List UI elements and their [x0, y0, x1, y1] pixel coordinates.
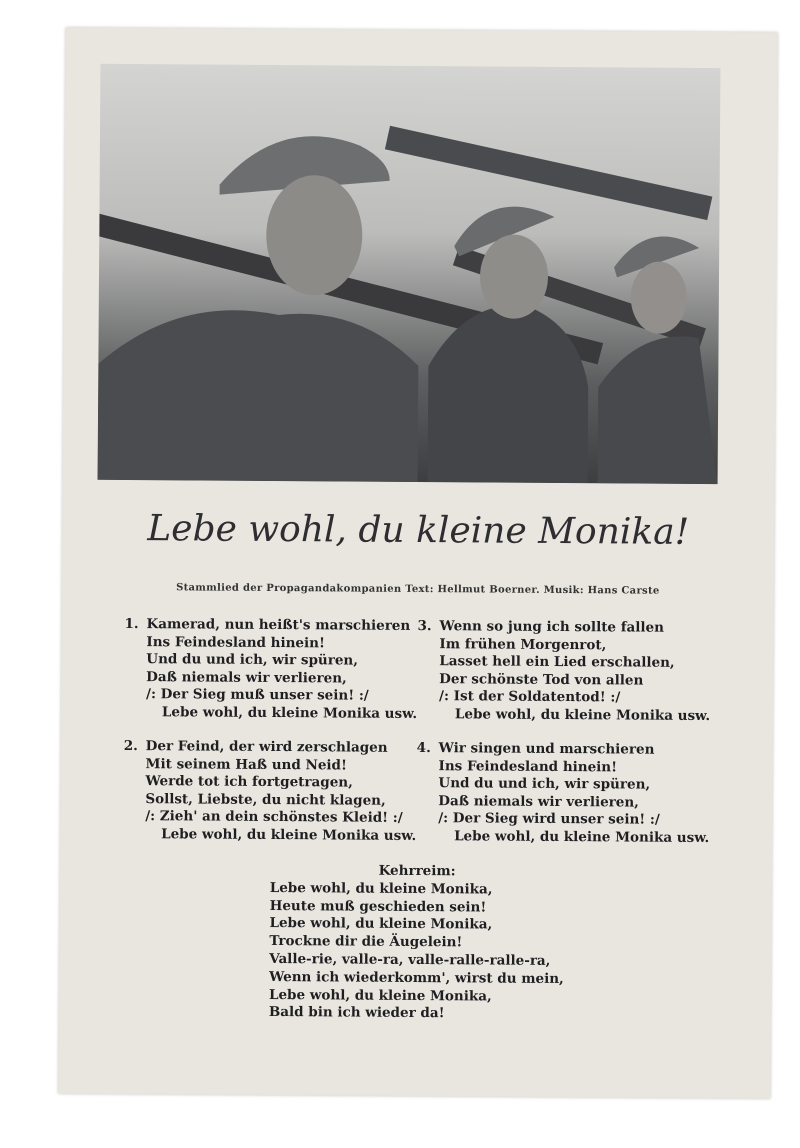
- verse-number: 4.: [416, 739, 431, 757]
- song-title: Lebe wohl, du kleine Monika!: [147, 508, 690, 553]
- verse-number: 1.: [124, 615, 139, 633]
- verse-line: /: Der Sieg wird unser sein! :/: [438, 810, 660, 828]
- verse-1: [124, 615, 418, 723]
- verse-line: Lebe wohl, du kleine Monika usw.: [161, 703, 418, 722]
- chorus-heading: Kehrreim:: [378, 862, 456, 880]
- chorus-line: Wenn ich wiederkomm', wirst du mein,: [269, 968, 564, 987]
- verse-line: Der Feind, der wird zerschlagen: [145, 738, 388, 756]
- postcard: [58, 28, 777, 1099]
- chorus: [269, 862, 565, 1024]
- chorus-line: Lebe wohl, du kleine Monika,: [269, 915, 493, 933]
- verse-line: /: Zieh' an dein schönstes Kleid! :/: [145, 808, 403, 826]
- verse-line: Mit seinem Haß und Neid!: [145, 755, 348, 774]
- verse-line: /: Der Sieg muß unser sein! :/: [146, 686, 369, 704]
- chorus-line: Bald bin ich wieder da!: [268, 1004, 445, 1022]
- chorus-line: Lebe wohl, du kleine Monika,: [269, 879, 493, 898]
- verse-line: Sollst, Liebste, du nicht klagen,: [145, 790, 386, 809]
- verse-4: [416, 739, 710, 847]
- verse-line: Daß niemals wir verlieren,: [438, 792, 639, 811]
- verse-line: Und du und ich, wir spüren,: [146, 651, 359, 669]
- verse-line: Kamerad, nun heißt's marschieren: [146, 616, 411, 634]
- verse-line: Lebe wohl, du kleine Monika usw.: [454, 705, 711, 724]
- verse-line: Der schönste Tod von allen: [439, 670, 644, 689]
- verse-number: 3.: [417, 617, 432, 635]
- verse-3: [417, 617, 711, 725]
- verse-line: Lebe wohl, du kleine Monika usw.: [161, 825, 417, 844]
- verse-line: Lebe wohl, du kleine Monika usw.: [454, 827, 710, 846]
- verse-line: Ins Feindesland hinein!: [438, 757, 618, 775]
- verse-number: 2.: [123, 737, 138, 755]
- chorus-line: Trockne dir die Äugelein!: [269, 933, 463, 951]
- verse-line: Daß niemals wir verlieren,: [146, 668, 347, 687]
- chorus-line: Lebe wohl, du kleine Monika,: [268, 986, 492, 1005]
- song-credits: Stammlied der Propagandakompanien Text: Hellmut Boerner. Musik: Hans Carste: [176, 582, 660, 597]
- verse-line: Lasset hell ein Lied erschallen,: [439, 653, 675, 671]
- verse-line: Im frühen Morgenrot,: [439, 635, 607, 653]
- soldiers-photo: [98, 64, 721, 484]
- verse-line: Wenn so jung ich sollte fallen: [439, 618, 665, 636]
- verse-2: [123, 737, 417, 845]
- verse-line: Werde tot ich fortgetragen,: [145, 773, 353, 791]
- verse-line: Ins Feindesland hinein!: [146, 633, 325, 651]
- verse-line: /: Ist der Soldatentod! :/: [439, 688, 621, 706]
- verse-line: Wir singen und marschieren: [438, 740, 655, 758]
- chorus-line: Heute muß geschieden sein!: [269, 897, 487, 916]
- chorus-line: Valle-rie, valle-ra, valle-ralle-ralle-ra,: [269, 950, 551, 969]
- verse-line: Und du und ich, wir spüren,: [438, 775, 651, 793]
